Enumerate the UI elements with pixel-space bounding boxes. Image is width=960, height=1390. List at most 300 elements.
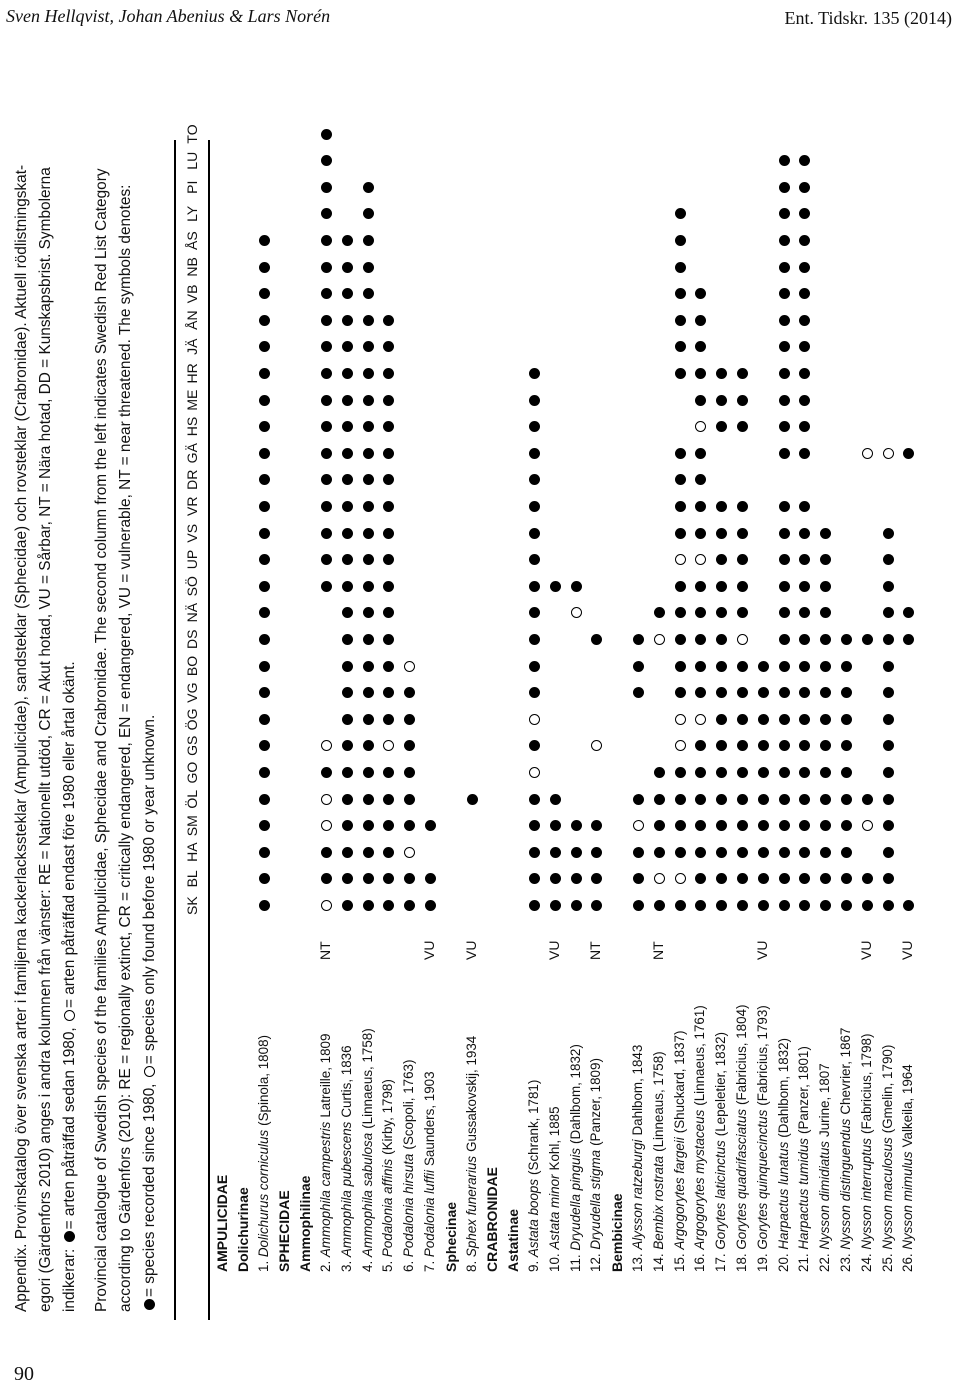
record-since-1980-icon — [342, 235, 353, 246]
species-number: 5. — [380, 1257, 396, 1272]
record-since-1980-icon — [321, 474, 332, 485]
record-since-1980-icon — [675, 368, 686, 379]
record-since-1980-icon — [799, 501, 810, 512]
record-before-1980-icon — [591, 740, 602, 751]
species-name: Ammophila sabulosa — [359, 1132, 375, 1258]
record-since-1980-icon — [383, 847, 394, 858]
record-since-1980-icon — [633, 661, 644, 672]
record-since-1980-icon — [383, 820, 394, 831]
species-name: Ammophila pubescens — [338, 1121, 354, 1258]
record-since-1980-icon — [862, 794, 873, 805]
record-since-1980-icon — [571, 873, 582, 884]
record-since-1980-icon — [779, 395, 790, 406]
species-row-label — [692, 1005, 708, 1272]
species-number: 17. — [713, 1249, 729, 1272]
record-since-1980-icon — [259, 900, 270, 911]
record-since-1980-icon — [695, 687, 706, 698]
province-column-header: HS — [184, 416, 200, 437]
record-since-1980-icon — [758, 687, 769, 698]
record-since-1980-icon — [363, 395, 374, 406]
record-since-1980-icon — [363, 474, 374, 485]
record-since-1980-icon — [342, 262, 353, 273]
record-since-1980-icon — [383, 341, 394, 352]
table-top-rule — [174, 140, 176, 1320]
record-since-1980-icon — [883, 900, 894, 911]
record-since-1980-icon — [799, 714, 810, 725]
province-column-header: VB — [184, 284, 200, 304]
record-before-1980-icon — [383, 740, 394, 751]
record-since-1980-icon — [758, 820, 769, 831]
record-since-1980-icon — [675, 474, 686, 485]
record-since-1980-icon — [716, 607, 727, 618]
record-since-1980-icon — [342, 900, 353, 911]
record-before-1980-icon — [695, 554, 706, 565]
record-since-1980-icon — [675, 634, 686, 645]
record-since-1980-icon — [779, 235, 790, 246]
record-since-1980-icon — [321, 395, 332, 406]
record-since-1980-icon — [321, 208, 332, 219]
record-since-1980-icon — [695, 767, 706, 778]
province-column-header: PI — [184, 180, 200, 194]
species-row-label — [380, 1079, 396, 1272]
record-since-1980-icon — [820, 767, 831, 778]
record-since-1980-icon — [321, 767, 332, 778]
record-since-1980-icon — [550, 873, 561, 884]
record-before-1980-icon — [695, 421, 706, 432]
record-since-1980-icon — [779, 740, 790, 751]
record-since-1980-icon — [342, 581, 353, 592]
record-since-1980-icon — [695, 368, 706, 379]
record-since-1980-icon — [529, 607, 540, 618]
species-row-label — [339, 1045, 355, 1272]
record-since-1980-icon — [383, 395, 394, 406]
record-since-1980-icon — [820, 847, 831, 858]
record-since-1980-icon — [695, 581, 706, 592]
record-since-1980-icon — [799, 740, 810, 751]
province-column-header: ÅN — [184, 310, 200, 330]
record-since-1980-icon — [799, 235, 810, 246]
record-since-1980-icon — [841, 661, 852, 672]
record-since-1980-icon — [342, 661, 353, 672]
species-row-label — [588, 1058, 604, 1272]
record-since-1980-icon — [779, 687, 790, 698]
running-header-authors: Sven Hellqvist, Johan Abenius & Lars Norén — [6, 6, 331, 26]
record-since-1980-icon — [654, 607, 665, 618]
record-since-1980-icon — [342, 634, 353, 645]
record-before-1980-icon — [883, 448, 894, 459]
species-name: Nysson maculosus — [879, 1137, 895, 1250]
species-row-label — [651, 1051, 667, 1272]
species-number: 8. — [463, 1257, 479, 1272]
record-since-1980-icon — [633, 634, 644, 645]
record-since-1980-icon — [342, 501, 353, 512]
species-name: Podalonia hirsuta — [401, 1153, 417, 1258]
record-since-1980-icon — [342, 687, 353, 698]
record-since-1980-icon — [363, 208, 374, 219]
record-since-1980-icon — [841, 687, 852, 698]
caption-text: indikerar: — [61, 1248, 78, 1312]
province-column-header: NB — [184, 257, 200, 277]
record-since-1980-icon — [820, 554, 831, 565]
record-since-1980-icon — [779, 581, 790, 592]
species-name: Nysson interruptus — [858, 1138, 874, 1250]
subfamily-heading: Ammophilinae — [297, 1175, 314, 1272]
record-since-1980-icon — [425, 900, 436, 911]
red-list-status: VU — [545, 940, 562, 960]
record-since-1980-icon — [675, 607, 686, 618]
record-since-1980-icon — [903, 634, 914, 645]
record-since-1980-icon — [758, 873, 769, 884]
record-since-1980-icon — [259, 714, 270, 725]
record-since-1980-icon — [799, 368, 810, 379]
caption-line: Appendix. Provinskatalog över svenska arter i familjerna kackerlackssteklar (Ampulicidae), sandsteklar (Sphecidae) och rovsteklar (Crabronidae). Aktuell rödlistningskat- — [13, 164, 30, 1312]
record-since-1980-icon — [321, 847, 332, 858]
record-since-1980-icon — [342, 873, 353, 884]
record-since-1980-icon — [695, 634, 706, 645]
record-since-1980-icon — [820, 661, 831, 672]
record-since-1980-icon — [695, 794, 706, 805]
record-since-1980-icon — [737, 395, 748, 406]
record-since-1980-icon — [820, 900, 831, 911]
record-since-1980-icon — [633, 847, 644, 858]
province-column-header: SM — [184, 815, 200, 837]
record-since-1980-icon — [363, 740, 374, 751]
record-since-1980-icon — [529, 873, 540, 884]
red-list-status: NT — [587, 941, 604, 960]
record-since-1980-icon — [883, 528, 894, 539]
record-since-1980-icon — [383, 448, 394, 459]
record-since-1980-icon — [591, 820, 602, 831]
record-since-1980-icon — [259, 607, 270, 618]
species-author: Valkeila, 1964 — [900, 1064, 916, 1148]
record-since-1980-icon — [259, 661, 270, 672]
record-since-1980-icon — [529, 448, 540, 459]
record-since-1980-icon — [342, 341, 353, 352]
record-since-1980-icon — [342, 288, 353, 299]
species-name: Nysson mimulus — [900, 1151, 916, 1250]
record-since-1980-icon — [737, 501, 748, 512]
record-since-1980-icon — [383, 714, 394, 725]
record-since-1980-icon — [342, 421, 353, 432]
record-since-1980-icon — [259, 368, 270, 379]
province-column-header: NÄ — [184, 602, 200, 623]
province-column-header: VR — [184, 496, 200, 516]
species-author: (Gmelin, 1790) — [879, 1044, 895, 1134]
species-number: 26. — [900, 1249, 916, 1272]
record-since-1980-icon — [591, 847, 602, 858]
record-since-1980-icon — [529, 554, 540, 565]
record-since-1980-icon — [779, 794, 790, 805]
record-since-1980-icon — [321, 873, 332, 884]
record-since-1980-icon — [363, 528, 374, 539]
record-since-1980-icon — [779, 208, 790, 219]
record-before-1980-icon — [633, 820, 644, 831]
record-since-1980-icon — [841, 714, 852, 725]
record-since-1980-icon — [737, 873, 748, 884]
record-since-1980-icon — [695, 474, 706, 485]
record-since-1980-icon — [799, 634, 810, 645]
record-since-1980-icon — [654, 820, 665, 831]
record-since-1980-icon — [383, 581, 394, 592]
record-since-1980-icon — [342, 554, 353, 565]
record-since-1980-icon — [675, 315, 686, 326]
province-column-header: HA — [184, 842, 200, 862]
red-list-status: NT — [649, 941, 666, 960]
species-row-label — [568, 1044, 584, 1272]
record-since-1980-icon — [675, 501, 686, 512]
record-since-1980-icon — [321, 368, 332, 379]
record-since-1980-icon — [799, 315, 810, 326]
record-since-1980-icon — [737, 581, 748, 592]
record-since-1980-icon — [675, 794, 686, 805]
species-row-label — [817, 1063, 833, 1272]
record-since-1980-icon — [737, 554, 748, 565]
record-since-1980-icon — [404, 873, 415, 884]
record-since-1980-icon — [321, 581, 332, 592]
record-since-1980-icon — [716, 873, 727, 884]
record-since-1980-icon — [799, 607, 810, 618]
record-since-1980-icon — [675, 235, 686, 246]
species-row-label — [900, 1064, 916, 1272]
record-since-1980-icon — [675, 528, 686, 539]
record-since-1980-icon — [695, 528, 706, 539]
province-column-header: SÖ — [184, 576, 200, 597]
record-since-1980-icon — [529, 368, 540, 379]
record-since-1980-icon — [259, 501, 270, 512]
record-since-1980-icon — [779, 448, 790, 459]
record-since-1980-icon — [695, 341, 706, 352]
record-since-1980-icon — [675, 288, 686, 299]
record-since-1980-icon — [259, 395, 270, 406]
record-before-1980-icon — [321, 740, 332, 751]
record-since-1980-icon — [737, 368, 748, 379]
record-since-1980-icon — [737, 767, 748, 778]
record-since-1980-icon — [383, 687, 394, 698]
species-author: (Lepeletier, 1832) — [713, 1032, 729, 1137]
record-since-1980-icon — [695, 315, 706, 326]
record-before-1980-icon — [321, 900, 332, 911]
record-since-1980-icon — [321, 501, 332, 512]
record-since-1980-icon — [675, 448, 686, 459]
record-since-1980-icon — [903, 448, 914, 459]
record-since-1980-icon — [820, 794, 831, 805]
record-since-1980-icon — [259, 554, 270, 565]
caption-text: = species only found before 1980 or year unknown. — [141, 714, 158, 1065]
record-since-1980-icon — [342, 607, 353, 618]
record-since-1980-icon — [758, 900, 769, 911]
province-column-header: HR — [184, 363, 200, 384]
record-since-1980-icon — [695, 448, 706, 459]
record-since-1980-icon — [321, 421, 332, 432]
record-since-1980-icon — [342, 528, 353, 539]
record-since-1980-icon — [529, 395, 540, 406]
record-since-1980-icon — [716, 820, 727, 831]
record-since-1980-icon — [363, 873, 374, 884]
species-name: Gorytes laticinctus — [713, 1140, 729, 1250]
record-since-1980-icon — [695, 847, 706, 858]
record-since-1980-icon — [799, 155, 810, 166]
species-author: Curtis, 1836 — [338, 1045, 354, 1118]
species-author: (Fabricius, 1804) — [734, 1004, 749, 1105]
record-since-1980-icon — [758, 794, 769, 805]
record-before-1980-icon — [675, 740, 686, 751]
species-name: Argogorytes fargeii — [671, 1137, 687, 1250]
record-since-1980-icon — [654, 900, 665, 911]
record-since-1980-icon — [571, 847, 582, 858]
record-since-1980-icon — [363, 900, 374, 911]
species-number: 23. — [838, 1249, 853, 1272]
record-since-1980-icon — [529, 501, 540, 512]
red-list-status: NT — [317, 941, 333, 960]
record-since-1980-icon — [321, 235, 332, 246]
record-since-1980-icon — [883, 687, 894, 698]
species-name: Gorytes quadrifasciatus — [734, 1108, 749, 1250]
record-before-1980-icon — [321, 794, 332, 805]
record-since-1980-icon — [799, 262, 810, 273]
record-since-1980-icon — [550, 820, 561, 831]
running-header-journal: Ent. Tidskr. 135 (2014) — [784, 8, 952, 28]
record-since-1980-icon — [799, 820, 810, 831]
species-name: Sphex funerarius — [463, 1155, 479, 1258]
record-since-1980-icon — [383, 528, 394, 539]
record-since-1980-icon — [383, 554, 394, 565]
species-row-label — [755, 1005, 771, 1272]
record-since-1980-icon — [883, 873, 894, 884]
record-since-1980-icon — [799, 528, 810, 539]
caption-line: according to Gärdenfors (2010): RE = regionally extinct, CR = critically endangered, EN = endangered, VU = vulnerable, NT = near threatened. The symbols denotes: — [117, 184, 134, 1312]
province-column-header: BL — [184, 870, 200, 888]
record-since-1980-icon — [259, 581, 270, 592]
record-since-1980-icon — [342, 474, 353, 485]
record-since-1980-icon — [716, 661, 727, 672]
record-since-1980-icon — [716, 767, 727, 778]
species-author: Dahlbom, 1843 — [630, 1044, 645, 1136]
species-author: (Panzer, 1809) — [588, 1058, 604, 1146]
record-since-1980-icon — [550, 581, 561, 592]
record-since-1980-icon — [779, 288, 790, 299]
species-author: (Kirby, 1798) — [380, 1079, 396, 1155]
record-since-1980-icon — [737, 687, 748, 698]
record-since-1980-icon — [758, 661, 769, 672]
record-since-1980-icon — [758, 767, 769, 778]
table-header-rule — [208, 140, 210, 1320]
page-number: 90 — [14, 1363, 34, 1385]
species-row-label — [734, 1005, 750, 1273]
species-number: 25. — [879, 1249, 895, 1272]
species-name: Nysson dimidiatus — [817, 1141, 833, 1250]
species-row-label — [672, 1031, 688, 1272]
record-since-1980-icon — [259, 448, 270, 459]
species-name: Alysson ratzeburgi — [630, 1139, 645, 1250]
record-since-1980-icon — [820, 528, 831, 539]
record-since-1980-icon — [404, 740, 415, 751]
record-since-1980-icon — [716, 368, 727, 379]
record-before-1980-icon — [675, 873, 686, 884]
record-since-1980-icon — [695, 900, 706, 911]
record-since-1980-icon — [841, 820, 852, 831]
province-column-header: JÄ — [184, 338, 200, 355]
record-since-1980-icon — [259, 873, 270, 884]
record-since-1980-icon — [779, 341, 790, 352]
swedish-caption — [10, 62, 82, 1312]
record-since-1980-icon — [363, 581, 374, 592]
record-since-1980-icon — [342, 847, 353, 858]
record-since-1980-icon — [383, 421, 394, 432]
species-number: 14. — [650, 1249, 666, 1272]
subfamily-heading: Astatinae — [505, 1208, 522, 1272]
record-since-1980-icon — [259, 262, 270, 273]
species-author: (Linneaus, 1758) — [650, 1051, 666, 1152]
record-since-1980-icon — [529, 794, 540, 805]
species-number: 1. — [255, 1257, 271, 1272]
record-since-1980-icon — [675, 341, 686, 352]
species-author: Latreille, 1809 — [318, 1033, 333, 1118]
species-number: 15. — [671, 1249, 687, 1272]
species-author: (Dahlbom, 1832) — [567, 1044, 583, 1144]
record-since-1980-icon — [363, 607, 374, 618]
species-row-label — [464, 1036, 480, 1272]
province-column-header: GS — [184, 735, 200, 756]
record-since-1980-icon — [862, 634, 873, 645]
record-since-1980-icon — [883, 607, 894, 618]
record-since-1980-icon — [779, 607, 790, 618]
province-column-header: DR — [184, 469, 200, 490]
species-row-label — [547, 1106, 563, 1272]
subfamily-heading: Sphecinae — [442, 1201, 459, 1272]
species-row-label — [256, 1035, 272, 1272]
record-before-1980-icon — [862, 820, 873, 831]
record-since-1980-icon — [342, 740, 353, 751]
record-since-1980-icon — [363, 448, 374, 459]
record-since-1980-icon — [425, 820, 436, 831]
record-since-1980-icon — [779, 900, 790, 911]
record-since-1980-icon — [404, 767, 415, 778]
record-since-1980-icon — [799, 395, 810, 406]
record-since-1980-icon — [363, 501, 374, 512]
caption-line: egori (Gärdenfors 2010) anges i andra kolumnen från vänster: RE = Nationellt utdöd, CR = Akut hotad, VU = Sårbar, NT = Nära hotad, DD = Kunskapsbrist. Symbolerna — [37, 167, 54, 1312]
record-since-1980-icon — [259, 794, 270, 805]
record-since-1980-icon — [383, 767, 394, 778]
species-name: Harpactus lunatus — [775, 1141, 791, 1250]
species-number: 6. — [401, 1257, 417, 1272]
record-since-1980-icon — [883, 714, 894, 725]
record-since-1980-icon — [903, 607, 914, 618]
record-since-1980-icon — [321, 315, 332, 326]
record-before-1980-icon — [654, 634, 665, 645]
species-author: Saunders, 1903 — [422, 1071, 437, 1166]
record-before-1980-icon — [571, 607, 582, 618]
record-since-1980-icon — [591, 634, 602, 645]
record-since-1980-icon — [675, 661, 686, 672]
record-since-1980-icon — [716, 794, 727, 805]
record-since-1980-icon — [695, 288, 706, 299]
record-since-1980-icon — [550, 900, 561, 911]
record-since-1980-icon — [716, 847, 727, 858]
record-since-1980-icon — [862, 873, 873, 884]
species-number: 16. — [692, 1249, 708, 1272]
species-number: 12. — [588, 1249, 604, 1272]
record-since-1980-icon — [529, 474, 540, 485]
record-since-1980-icon — [363, 235, 374, 246]
record-since-1980-icon — [383, 315, 394, 326]
record-since-1980-icon — [799, 794, 810, 805]
open-circle-icon — [64, 1010, 75, 1021]
record-since-1980-icon — [841, 634, 852, 645]
record-since-1980-icon — [675, 820, 686, 831]
family-heading: SPHECIDAE — [276, 1190, 293, 1272]
species-author: Gussakovskij, 1934 — [463, 1035, 479, 1152]
record-since-1980-icon — [737, 740, 748, 751]
